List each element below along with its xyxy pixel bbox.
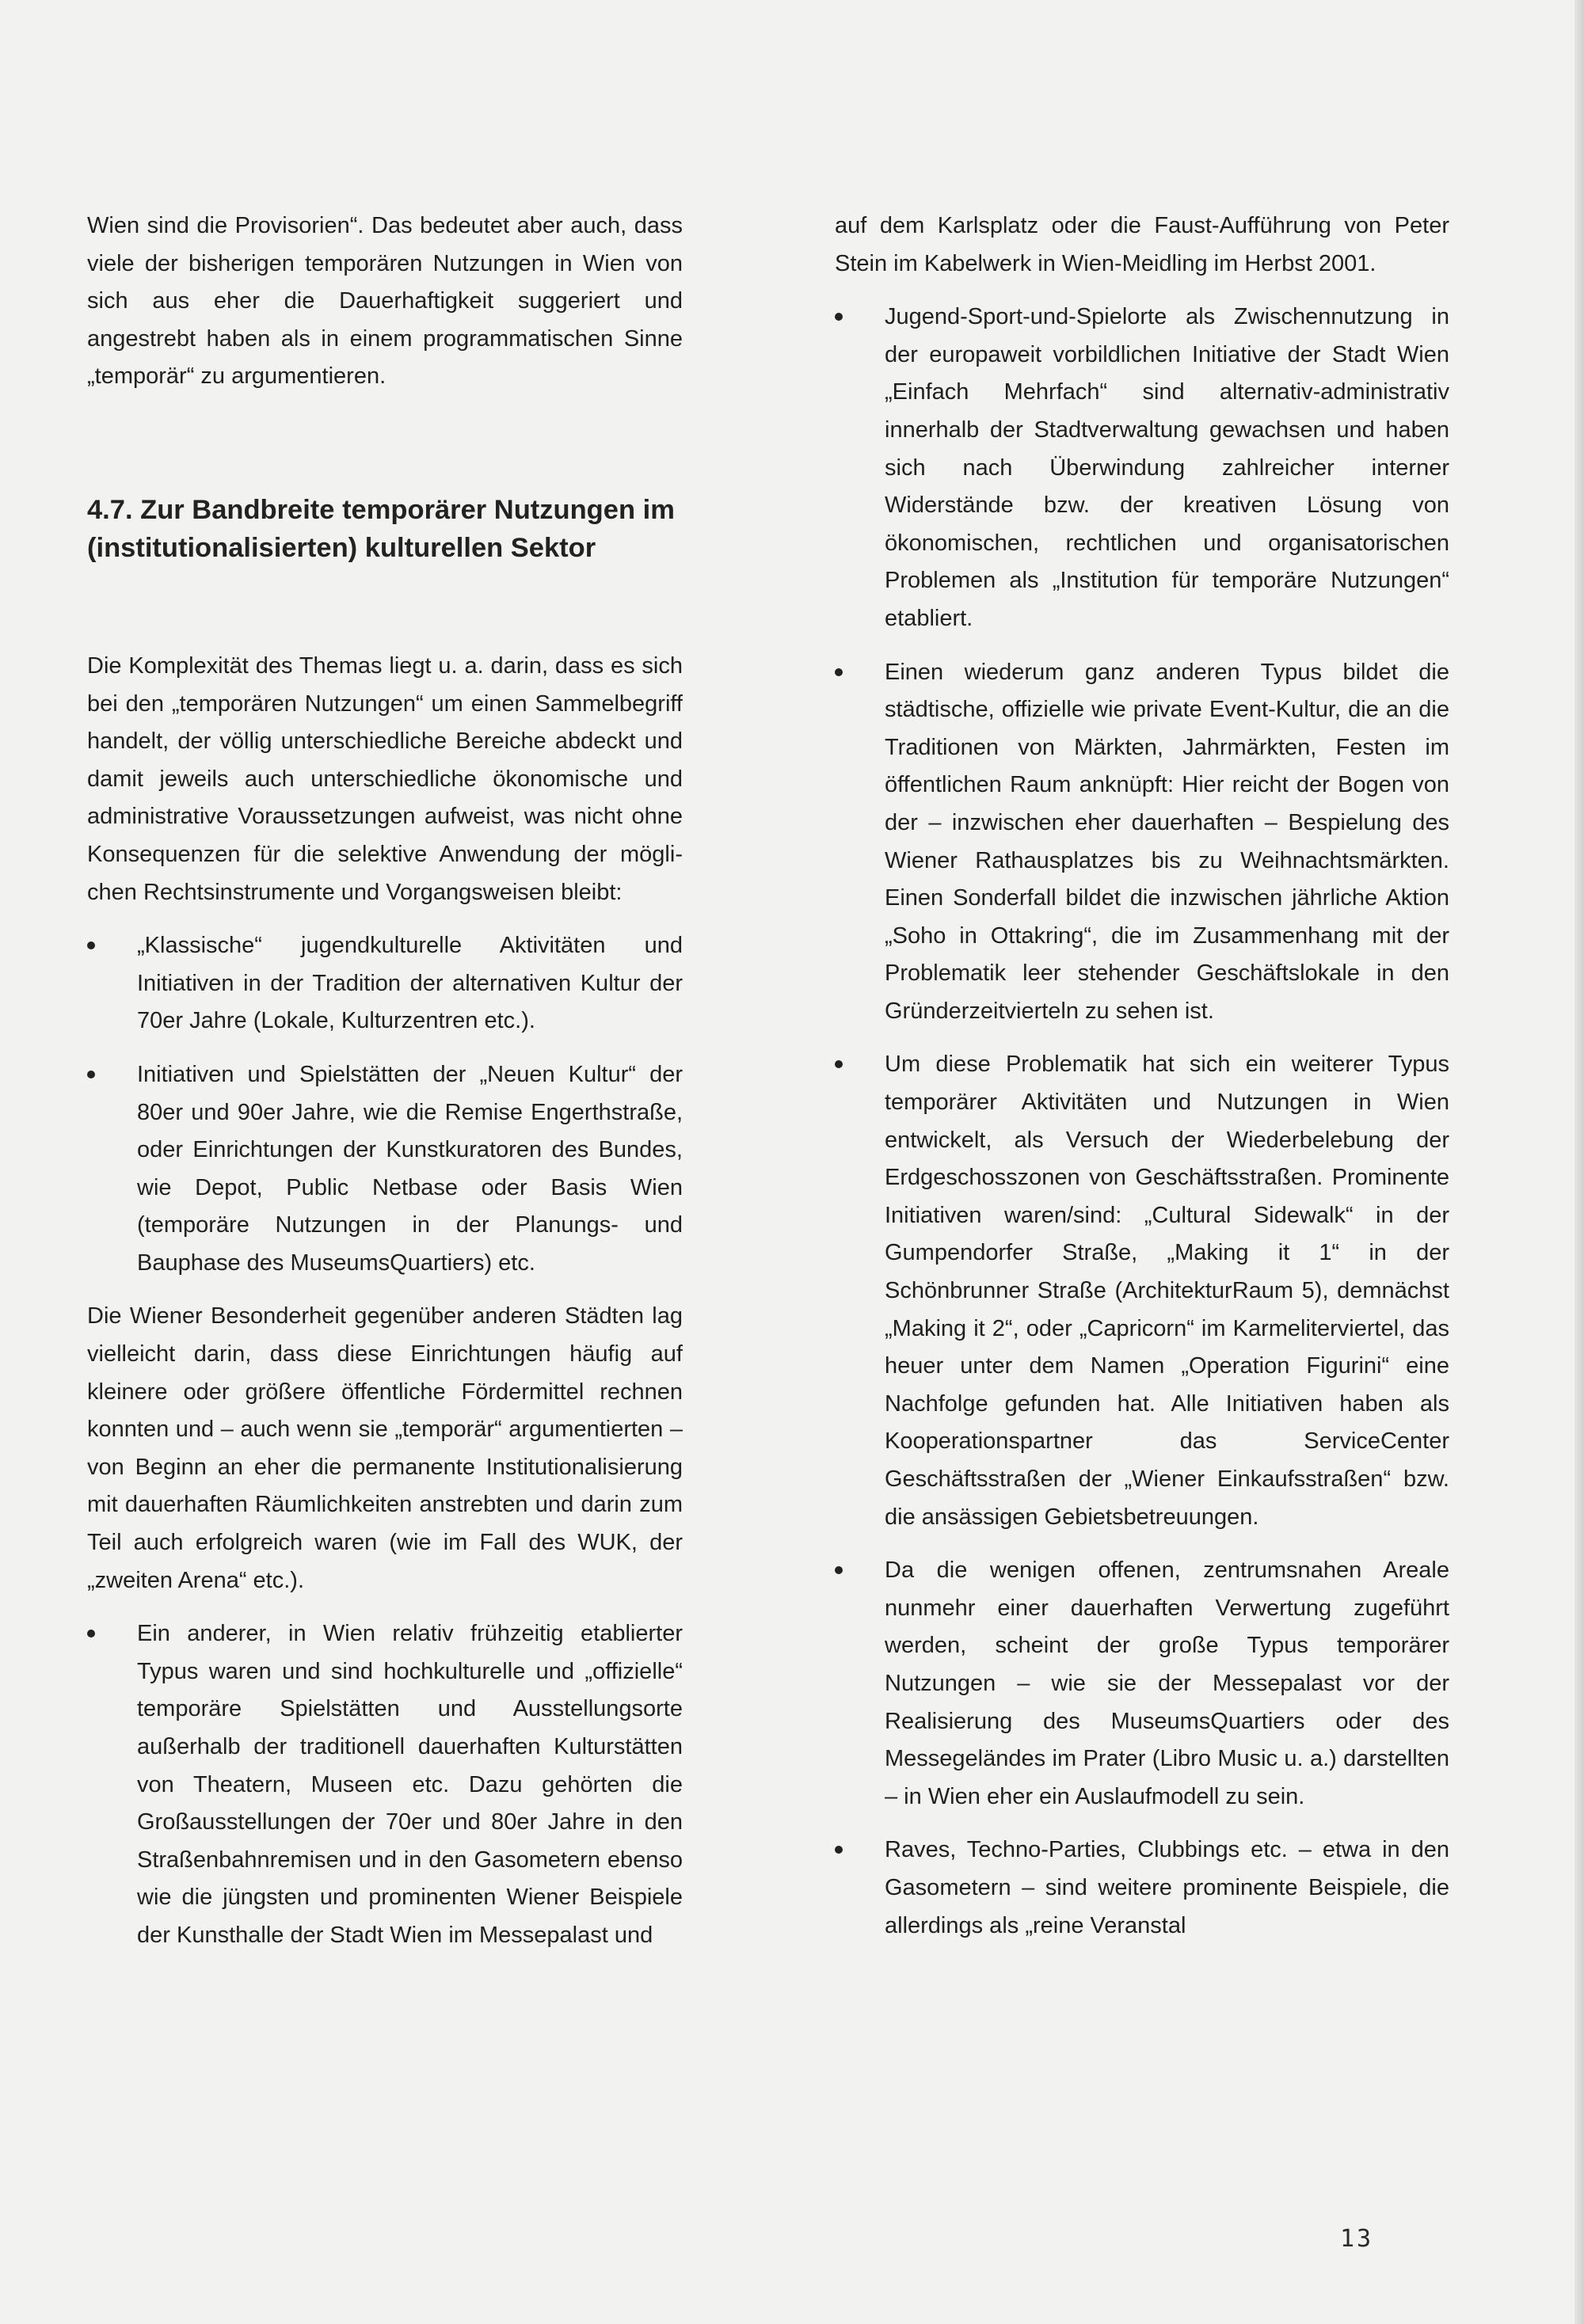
bullet-icon [835, 313, 843, 321]
list-item [835, 1552, 1449, 1816]
bullet-list-1 [87, 927, 683, 1282]
paragraph-intro: Wien sind die Provisorien“. Das bedeutet aber auch, dass viele der bisherigen temporären Nutzungen in Wien von sich aus eher die Dauerhaftigkeit suggeriert und angestrebt haben als in einem programmatischen Sinne „temporär“ zu argumentieren. [87, 213, 683, 390]
paragraph-continuation: auf dem Karlsplatz oder die Faust-Aufführung von Peter Stein im Kabelwerk in Wien-Meidling im Herbst 2001. [835, 213, 1449, 276]
left-column [87, 207, 683, 1955]
list-item-text: Initiativen und Spielstätten der „Neuen Kultur“ der 80er und 90er Jahre, wie die Remise Engerthstraße, oder Einrichtungen der Kunstkuratoren des Bundes, wie Depot, Public Netbase oder Basis Wien (temporäre Nutzungen in der Planungs- und Bauphase des MuseumsQuartiers) etc. [137, 1061, 683, 1276]
bullet-icon [87, 1071, 95, 1078]
bullet-list-2 [87, 1615, 683, 1954]
paragraph-besonderheit: Die Wiener Besonderheit gegenüber anderen Städten lag vielleicht darin, dass diese Einrichtungen häufig auf kleinere oder größere öffentliche Fördermittel rechnen konnten und – auch wenn sie „temporär“ argumentierten – von Beginn an eher die permanente Institutionalisierung mit dauerhaften Räumlichkeiten anstrebten und darin zum Teil auch erfolgreich waren (wie im Fall des WUK, der „zweiten Arena“ etc.). [87, 1303, 683, 1593]
list-item [87, 1056, 683, 1283]
page-number: 13 [1340, 2225, 1374, 2253]
right-column [835, 207, 1449, 1945]
list-item [835, 299, 1449, 637]
paragraph-komplexitaet: Die Komplexität des Themas liegt u. a. darin, dass es sich bei den „temporären Nutzungen“ um einen Sammelbegriff handelt, der völlig unterschiedliche Bereiche abdeckt und damit jeweils auch unterschiedliche ökonomische und administrative Voraussetzungen aufweist, was nicht ohne Konsequenzen für die selektive Anwendung der möglichen Rechtsinstrumente und Vorgangsweisen bleibt: [87, 652, 683, 905]
list-item-text: Da die wenigen offenen, zentrumsnahen Areale nunmehr einer dauerhaften Verwertung zugeführt werden, scheint der große Typus temporärer Nutzungen – wie sie der Messepalast vor der Realisierung des MuseumsQuartiers oder des Messegeländes im Prater (Libro Music u. a.) darstellten – in Wien eher ein Auslaufmodell zu sein. [885, 1558, 1449, 1809]
list-item-text: Jugend-Sport-und-Spielorte als Zwischennutzung in der europaweit vorbildlichen Initiative der Stadt Wien „Einfach Mehrfach“ sind alternativ-administrativ innerhalb der Stadtverwaltung gewachsen und haben sich nach Überwindung zahlreicher interner Widerstände bzw. der kreativen Lösung von ökonomischen, rechtlichen und organisatorischen Problemen als „Institution für temporäre Nutzungen“ etabliert. [885, 304, 1449, 631]
bullet-list-right [835, 299, 1449, 1945]
page-edge-shadow [1574, 0, 1584, 2324]
list-item [87, 927, 683, 1040]
list-item [835, 1831, 1449, 1945]
bullet-icon [835, 668, 843, 676]
list-item-text: „Klassische“ jugendkulturelle Aktivitäten und Initiativen in der Tradition der alternativen Kultur der 70er Jahre (Lokale, Kulturzentren etc.). [137, 933, 683, 1034]
list-item-text: Raves, Techno-Parties, Clubbings etc. – etwa in den Gasometern – sind weitere prominente Beispiele, die allerdings als „reine Veranstal [885, 1837, 1449, 1938]
list-item [835, 1046, 1449, 1536]
bullet-icon [835, 1566, 843, 1574]
bullet-icon [87, 1630, 95, 1637]
list-item-text: Einen wiederum ganz anderen Typus bildet die städtische, offizielle wie private Event-Kultur, die an die Traditionen von Märkten, Jahrmärkten, Festen im öffentlichen Raum anknüpft: Hier reicht der Bogen von der – inzwischen eher dauerhaften – Bespielung des Wiener Rathausplatzes bis zu Weihnachtsmärkten. Einen Sonderfall bildet die inzwischen jährliche Aktion „Soho in Ottakring“, die im Zusammenhang mit der Problematik leer stehender Geschäftslokale in den Gründerzeitvierteln zu sehen ist. [885, 659, 1449, 1024]
list-item [87, 1615, 683, 1954]
list-item-text: Ein anderer, in Wien relativ frühzeitig etablierter Typus waren und sind hochkulturelle und „offizielle“ temporäre Spielstätten und Ausstellungsorte außerhalb der traditionell dauerhaften Kulturstätten von Theatern, Museen etc. Dazu gehörten die Großausstellungen der 70er und 80er Jahre in den Straßenbahnremisen und in den Gasometern ebenso wie die jüngsten und prominenten Wiener Beispiele der Kunsthalle der Stadt Wien im Messepalast und [137, 1621, 683, 1948]
bullet-icon [835, 1060, 843, 1068]
bullet-icon [87, 941, 95, 949]
bullet-icon [835, 1846, 843, 1854]
section-heading: 4.7. Zur Bandbreite temporärer Nutzungen im (institutionalisierten) kulturellen Sektor [87, 494, 675, 563]
list-item [835, 654, 1449, 1031]
list-item-text: Um diese Problematik hat sich ein weiterer Typus temporärer Aktivitäten und Nutzungen in Wien entwickelt, als Versuch der Wiederbelebung der Erdgeschosszonen von Geschäftsstraßen. Prominente Initiativen waren/sind: „Cultural Sidewalk“ in der Gumpendorfer Straße, „Making it 1“ in der Schönbrunner Straße (ArchitekturRaum 5), demnächst „Making it 2“, oder „Capricorn“ im Karmeliterviertel, das heuer unter dem Namen „Operation Figurini“ eine Nachfolge gefunden hat. Alle Initiativen haben als Kooperationspartner das ServiceCenter Geschäftsstraßen der „Wiener Einkaufsstraßen“ bzw. die ansässigen Gebietsbetreuungen. [885, 1052, 1449, 1530]
